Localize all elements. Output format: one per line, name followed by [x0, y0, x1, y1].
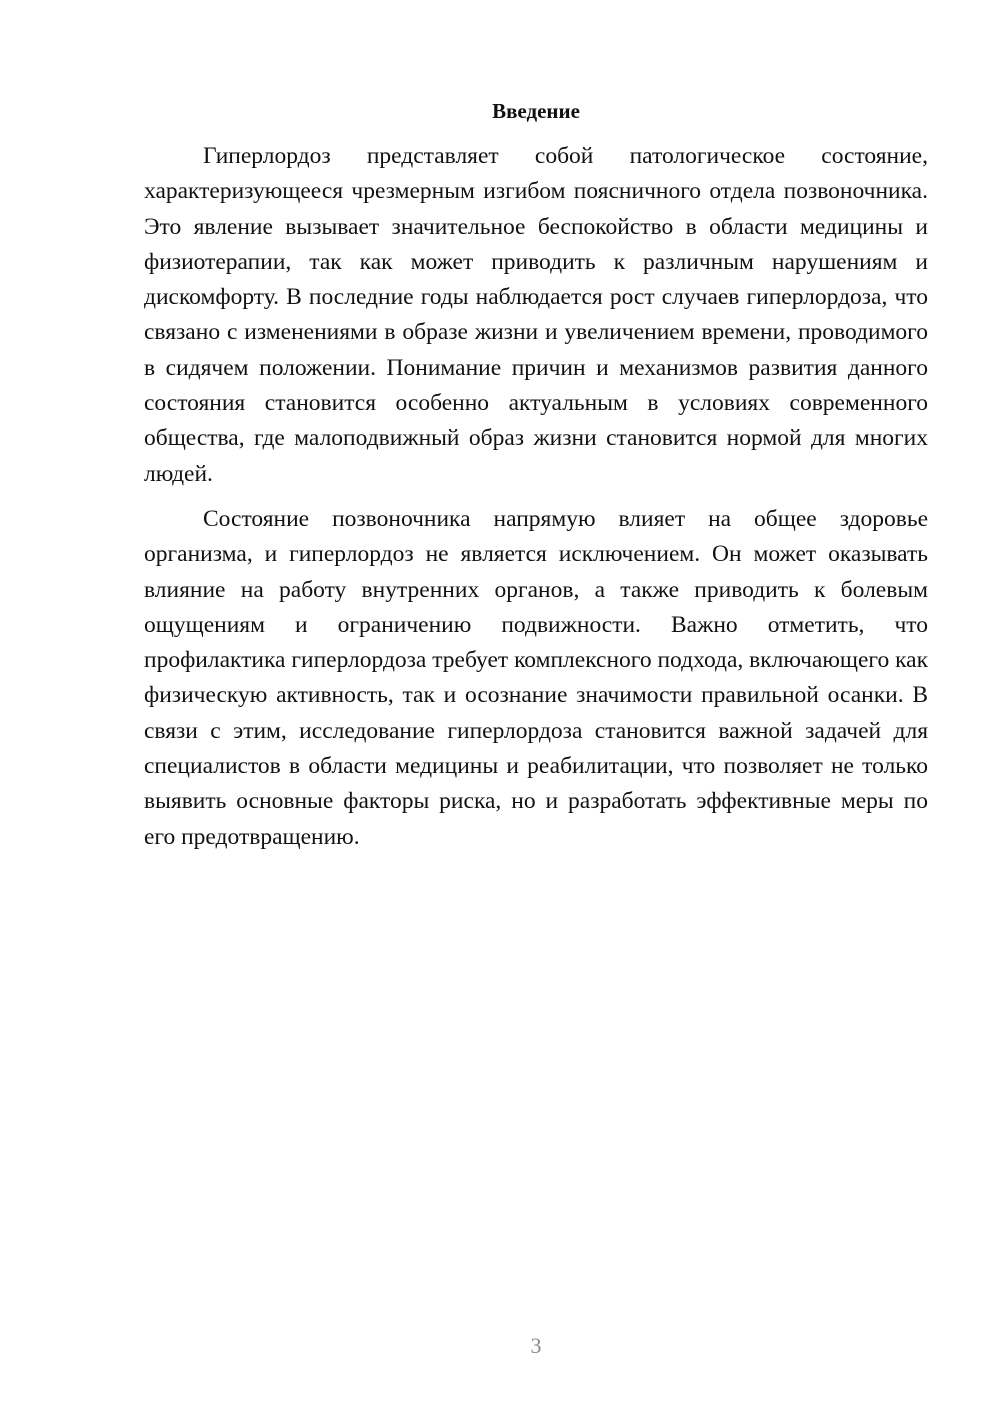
paragraph: Гиперлордоз представляет собой патологическое состояние, характеризующееся чрезмерным изгибом поясничного отдела позвоночника. Это явление вызывает значительное беспокойство в области медицины и физиотерапии, так как может приводить к различным нарушениям и дискомфорту. В последние годы наблюдается рост случаев гиперлордоза, что связано с изменениями в образе жизни и увеличением времени, проводимого в сидячем положении. Понимание причин и механизмов развития данного состояния становится особенно актуальным в условиях современного общества, где малоподвижный образ жизни становится нормой для многих людей.: [144, 143, 928, 487]
paragraph: Состояние позвоночника напрямую влияет на общее здоровье организма, и гиперлордоз не является исключением. Он может оказывать влияние на работу внутренних органов, а также приводить к болевым ощущениям и ограничению подвижности. Важно отметить, что профилактика гиперлордоза требует комплексного подхода, включающего как физическую активность, так и осознание значимости правильной осанки. В связи с этим, исследование гиперлордоза становится важной задачей для специалистов в области медицины и реабилитации, что позволяет не только выявить основные факторы риска, но и разработать эффективные меры по его предотвращению.: [144, 505, 928, 850]
page-content: [144, 95, 928, 855]
section-heading: Введение: [492, 99, 580, 123]
page-number: 3: [530, 1333, 542, 1358]
